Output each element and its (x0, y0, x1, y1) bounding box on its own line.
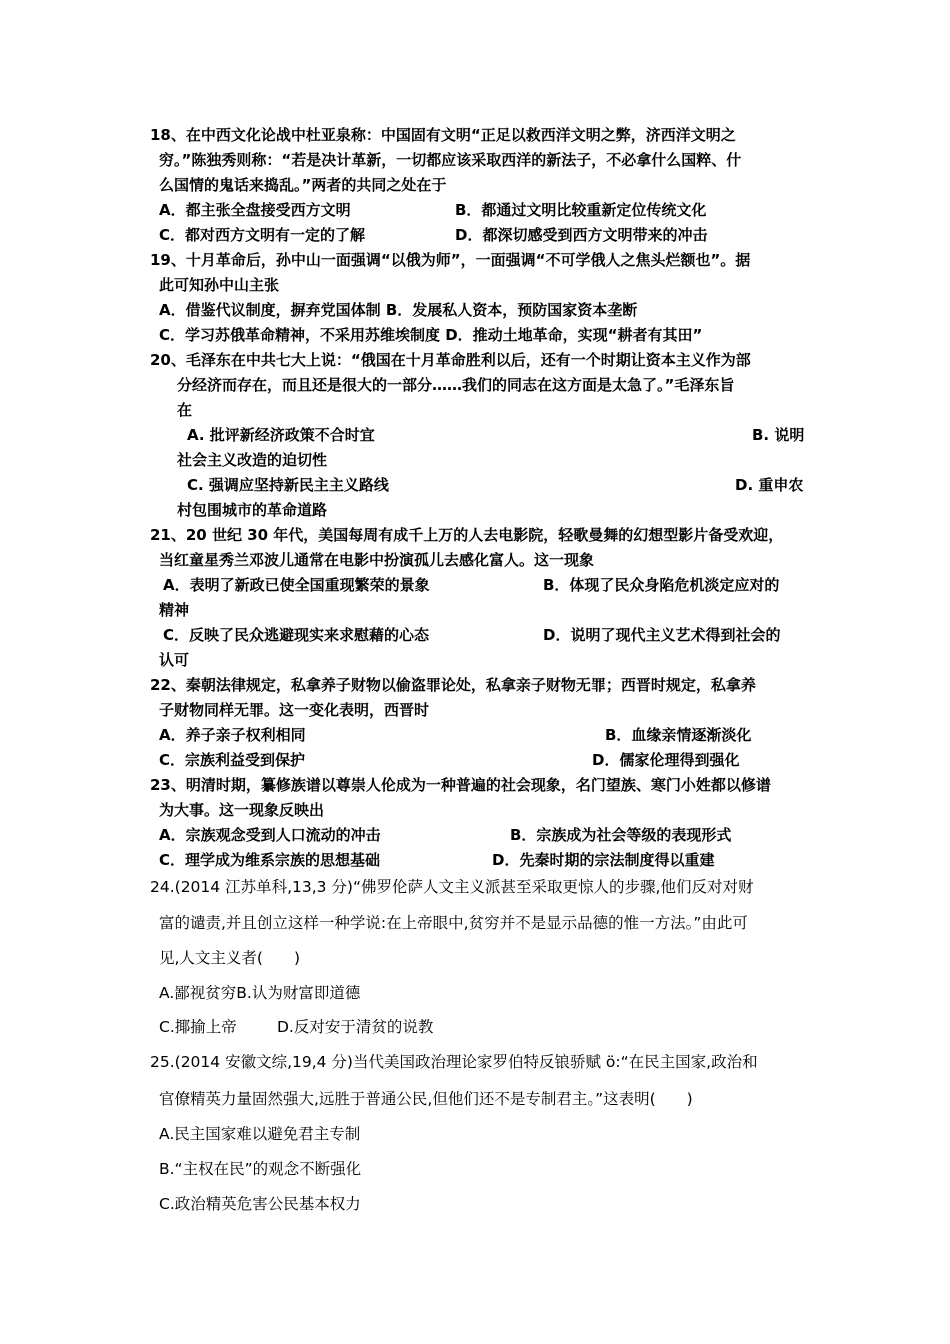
q20-option-d-cont: 村包围城市的革命道路 (177, 501, 328, 519)
q18-option-b: B．都通过文明比较重新定位传统文化 (455, 201, 707, 219)
q22-option-d: D．儒家伦理得到强化 (592, 751, 740, 769)
q18-stem-line2: 穷。”陈独秀则称：“若是决计革新，一切都应该采取西洋的新法子，不必拿什么国粹、什 (159, 151, 742, 169)
q23-option-a: A．宗族观念受到人口流动的冲击 (159, 826, 381, 844)
q20-option-b: B. 说明 (752, 426, 805, 444)
q20-option-b-cont: 社会主义改造的迫切性 (177, 451, 328, 469)
q20-stem-line3: 在 (177, 401, 193, 419)
q24-option-c: C.揶揄上帝 (159, 1018, 237, 1036)
q20-stem-line2: 分经济而存在，而且还是很大的一部分……我们的同志在这方面是太急了。”毛泽东旨 (177, 376, 735, 394)
q19-options-ab: A．借鉴代议制度，摒弃党国体制 B．发展私人资本，预防国家资本垄断 (159, 301, 638, 319)
q21-option-d: D．说明了现代主义艺术得到社会的 (543, 626, 781, 644)
q19-stem-line1: 19、十月革命后，孙中山一面强调“以俄为师”，一面强调“不可学俄人之焦头烂额也”。据 (150, 251, 751, 269)
q18-option-c: C．都对西方文明有一定的了解 (159, 226, 366, 244)
q23-stem-line1: 23、明清时期，纂修族谱以尊崇人伦成为一种普遍的社会现象，名门望族、寒门小姓都以修谱 (150, 776, 771, 794)
q25-stem-line1: 25.(2014 安徽文综,19,4 分)当代美国政治理论家罗伯特反锒骄赋 ö:“在民主国家,政治和 (150, 1053, 758, 1071)
q21-option-c: C．反映了民众逃避现实来求慰藉的心态 (163, 626, 430, 644)
q18-stem-line1: 18、在中西文化论战中杜亚泉称：中国固有文明“正足以救西洋文明之弊，济西洋文明之 (150, 126, 736, 144)
q24-stem-line2: 富的谴责,并且创立这样一种学说:在上帝眼中,贫穷并不是显示品德的惟一方法。”由此可 (159, 914, 748, 932)
q22-stem-line2: 子财物同样无罪。这一变化表明，西晋时 (159, 701, 430, 719)
q20-stem-line1: 20、毛泽东在中共七大上说：“俄国在十月革命胜利以后，还有一个时期让资本主义作为部 (150, 351, 751, 369)
q19-options-cd: C．学习苏俄革命精神，不采用苏维埃制度 D．推动土地革命，实现“耕者有其田” (159, 326, 703, 344)
q18-stem-line3: 么国情的鬼话来捣乱。”两者的共同之处在于 (159, 176, 447, 194)
q22-option-b: B．血缘亲情逐渐淡化 (605, 726, 752, 744)
q20-option-c: C. 强调应坚持新民主主义路线 (187, 476, 389, 494)
q25-option-c: C.政治精英危害公民基本权力 (159, 1195, 361, 1213)
q20-option-a: A. 批评新经济政策不合时宜 (187, 426, 375, 444)
q19-stem-line2: 此可知孙中山主张 (159, 276, 280, 294)
q23-option-d: D．先秦时期的宗法制度得以重建 (492, 851, 715, 869)
q23-option-c: C．理学成为维系宗族的思想基础 (159, 851, 381, 869)
q22-option-c: C．宗族利益受到保护 (159, 751, 306, 769)
q24-stem-line3: 见,人文主义者( ) (159, 949, 301, 967)
q21-option-d-cont: 认可 (159, 651, 190, 669)
q23-stem-line2: 为大事。这一现象反映出 (159, 801, 325, 819)
q24-stem-line1: 24.(2014 江苏单科,13,3 分)“佛罗伦萨人文主义派甚至采取更惊人的步骤,他们反对对财 (150, 878, 754, 896)
q21-option-b: B．体现了民众身陷危机淡定应对的 (543, 576, 780, 594)
q21-option-a: A．表明了新政已使全国重现繁荣的景象 (163, 576, 430, 594)
q18-option-a: A．都主张全盘接受西方文明 (159, 201, 351, 219)
q24-option-d: D.反对安于清贫的说教 (277, 1018, 434, 1036)
q23-option-b: B．宗族成为社会等级的表现形式 (510, 826, 732, 844)
q20-option-d: D. 重申农 (735, 476, 804, 494)
q21-option-b-cont: 精神 (159, 601, 190, 619)
q18-option-d: D．都深切感受到西方文明带来的冲击 (455, 226, 708, 244)
q21-stem-line1: 21、20 世纪 30 年代，美国每周有成千上万的人去电影院，轻歌曼舞的幻想型影片备受欢迎， (150, 526, 784, 544)
q25-stem-line2: 官僚精英力量固然强大,远胜于普通公民,但他们还不是专制君主。”这表明( ) (159, 1090, 693, 1108)
q21-stem-line2: 当红童星秀兰邓波儿通常在电影中扮演孤儿去感化富人。这一现象 (159, 551, 595, 569)
q25-option-b: B.“主权在民”的观念不断强化 (159, 1160, 362, 1178)
q22-stem-line1: 22、秦朝法律规定，私拿养子财物以偷盗罪论处，私拿亲子财物无罪；西晋时规定，私拿养 (150, 676, 756, 694)
q22-option-a: A．养子亲子权利相同 (159, 726, 306, 744)
q24-options-ab: A.鄙视贫穷B.认为财富即道德 (159, 984, 361, 1002)
q25-option-a: A.民主国家难以避免君主专制 (159, 1125, 361, 1143)
